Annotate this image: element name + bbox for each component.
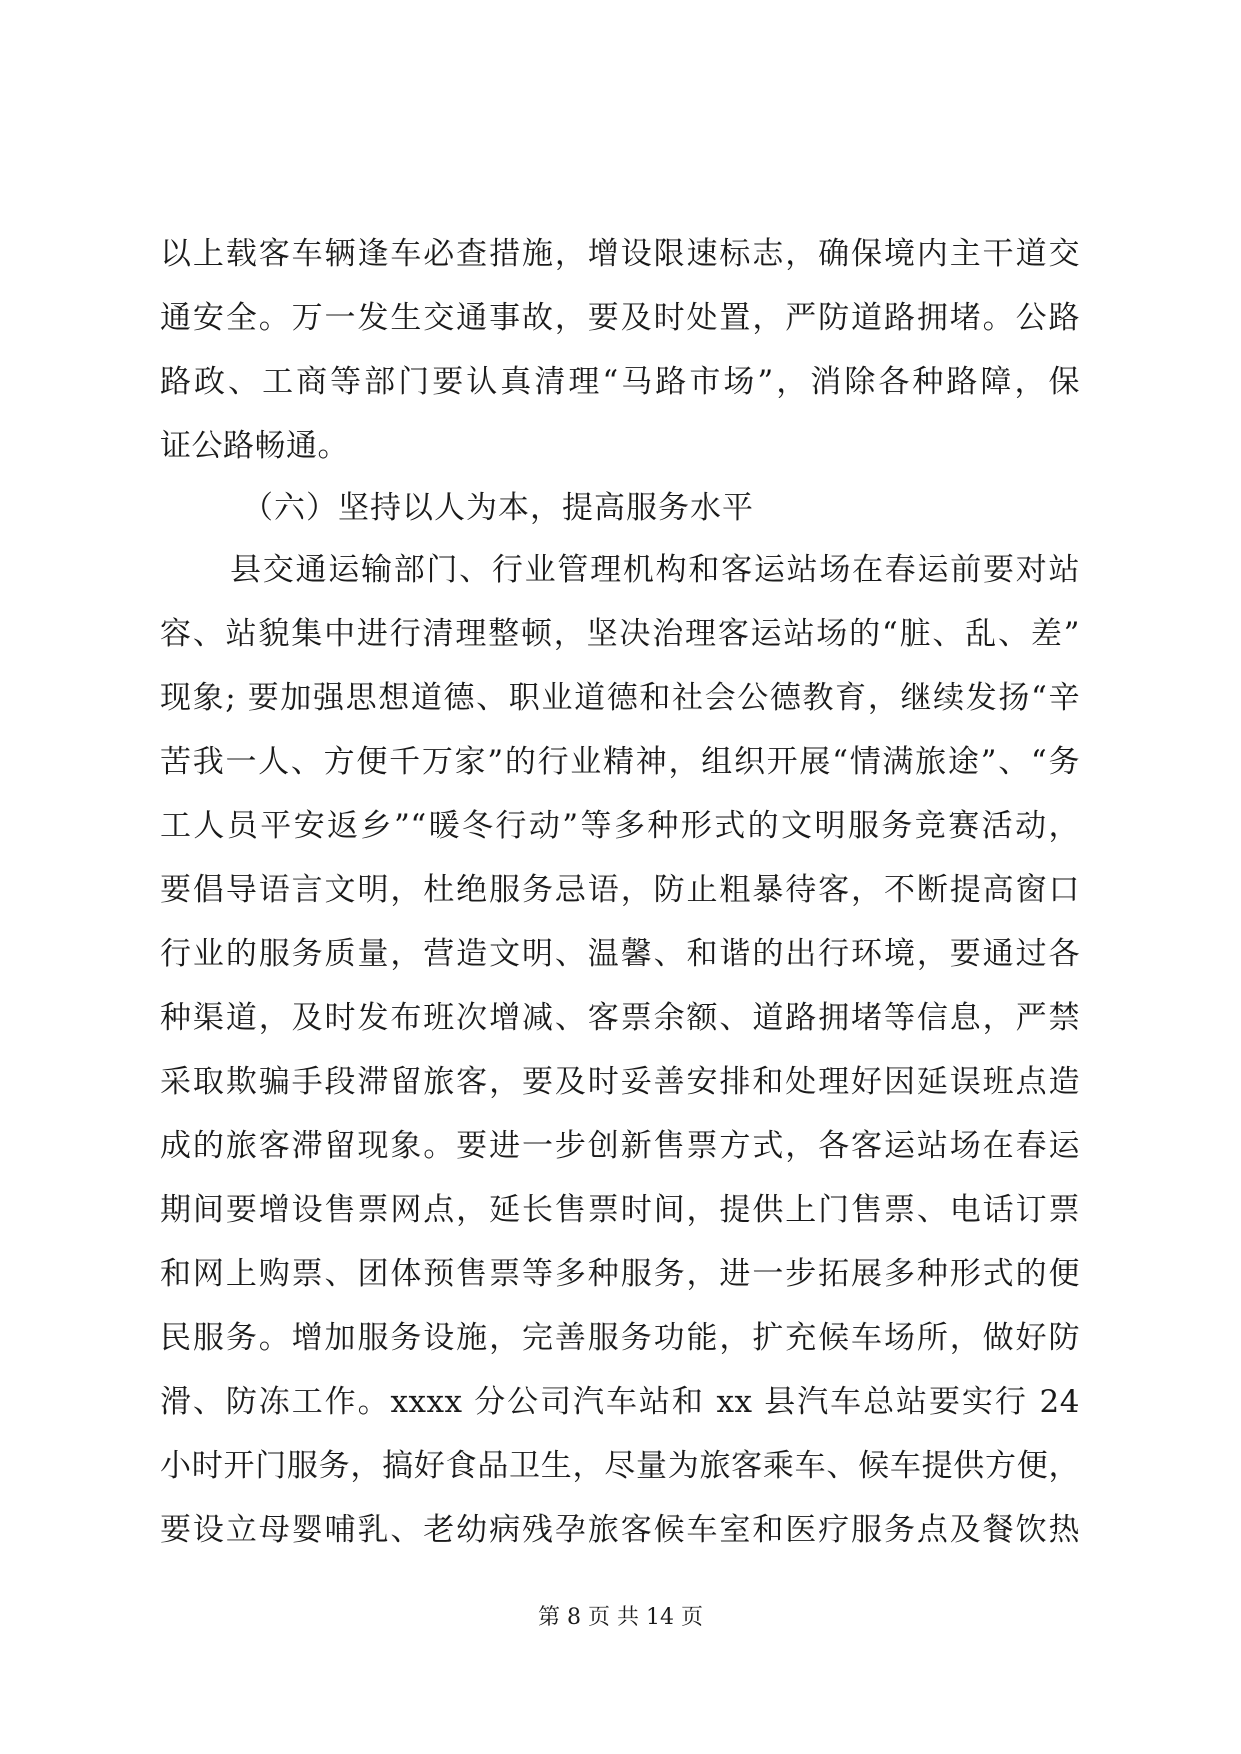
page-number-footer: 第 8 页 共 14 页 — [538, 1605, 703, 1630]
paragraph-line: 容、站貌集中进行清理整顿，坚决治理客运站场的“脏、乱、差” — [160, 616, 1080, 652]
paragraph-line: 通安全。万一发生交通事故，要及时处置，严防道路拥堵。公路 — [160, 300, 1080, 336]
paragraph-line: 路政、工商等部门要认真清理“马路市场”，消除各种路障，保 — [160, 364, 1080, 400]
paragraph-line: 民服务。增加服务设施，完善服务功能，扩充候车场所，做好防 — [160, 1320, 1080, 1356]
paragraph-main — [160, 538, 1080, 1562]
paragraph-line: 种渠道，及时发布班次增减、客票余额、道路拥堵等信息，严禁 — [160, 1000, 1080, 1036]
section-heading: （六）坚持以人为本，提高服务水平 — [242, 490, 754, 526]
paragraph-line: 苦我一人、方便千万家”的行业精神，组织开展“情满旅途”、“务 — [160, 744, 1080, 780]
paragraph-line: 滑、防冻工作。xxxx 分公司汽车站和 xx 县汽车总站要实行 24 — [160, 1384, 1080, 1420]
paragraph-line: 要倡导语言文明，杜绝服务忌语，防止粗暴待客，不断提高窗口 — [160, 872, 1080, 908]
paragraph-line: 要设立母婴哺乳、老幼病残孕旅客候车室和医疗服务点及餐饮热 — [160, 1512, 1080, 1548]
paragraph-line: 以上载客车辆逢车必查措施，增设限速标志，确保境内主干道交 — [160, 236, 1080, 272]
paragraph-line: 县交通运输部门、行业管理机构和客运站场在春运前要对站 — [230, 552, 1080, 588]
paragraph-line: 成的旅客滞留现象。要进一步创新售票方式，各客运站场在春运 — [160, 1128, 1080, 1164]
paragraph-line: 证公路畅通。 — [160, 428, 349, 464]
paragraph-line: 现象; 要加强思想道德、职业道德和社会公德教育，继续发扬“辛 — [160, 680, 1080, 716]
paragraph-line: 行业的服务质量，营造文明、温馨、和谐的出行环境，要通过各 — [160, 936, 1080, 972]
paragraph-line: 工人员平安返乡”“暖冬行动”等多种形式的文明服务竞赛活动， — [160, 808, 1080, 844]
paragraph-line: 期间要增设售票网点，延长售票时间，提供上门售票、电话订票 — [160, 1192, 1080, 1228]
paragraph-line: 采取欺骗手段滞留旅客，要及时妥善安排和处理好因延误班点造 — [160, 1064, 1080, 1100]
paragraph-line: 小时开门服务，搞好食品卫生，尽量为旅客乘车、候车提供方便， — [160, 1448, 1080, 1484]
paragraph-line: 和网上购票、团体预售票等多种服务，进一步拓展多种形式的便 — [160, 1256, 1080, 1292]
paragraph-top — [160, 222, 1080, 478]
